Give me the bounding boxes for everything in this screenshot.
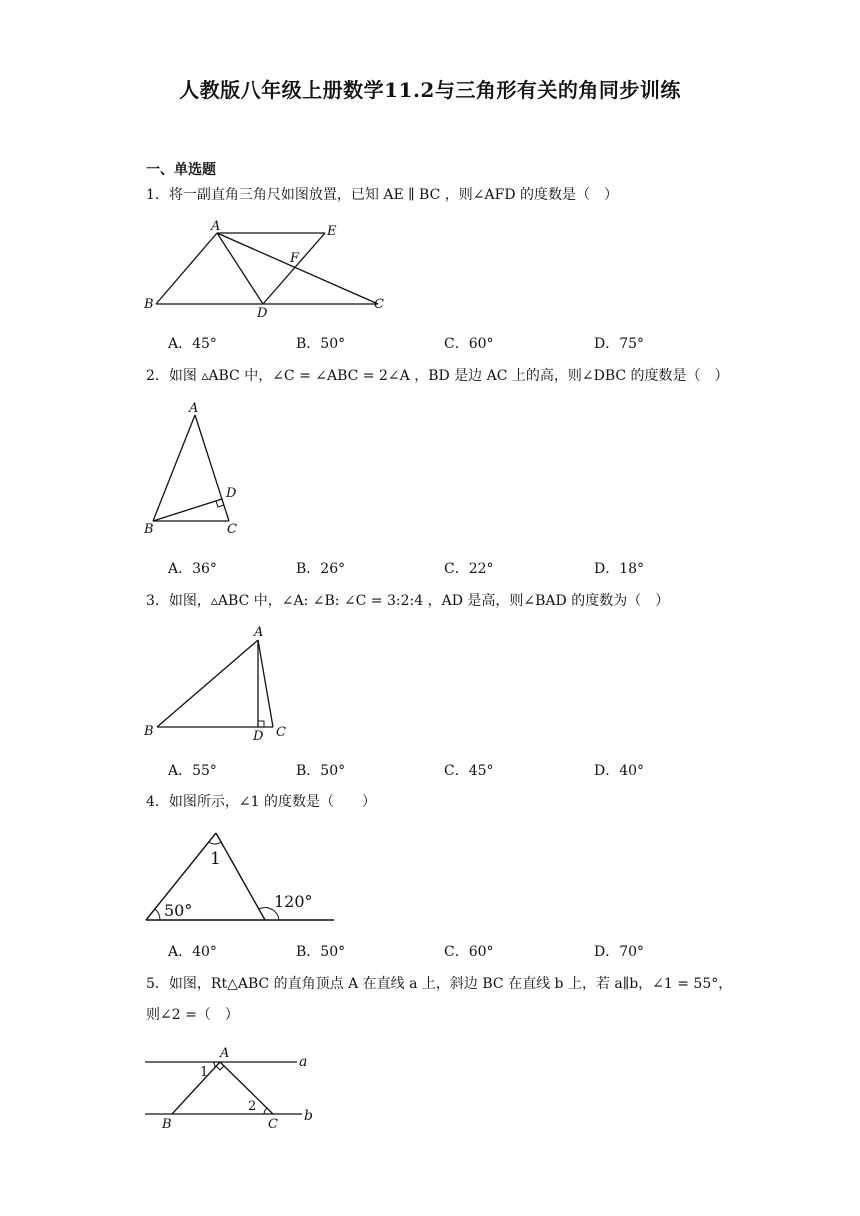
line-a-label: a bbox=[299, 1054, 308, 1070]
question-1-stem: 1．将一副直角三角尺如图放置，已知 AE ∥ BC ，则∠AFD 的度数是（ ） bbox=[146, 187, 618, 203]
q1-option-b[interactable]: B．50° bbox=[296, 336, 346, 352]
label-A: A bbox=[189, 401, 199, 416]
page-title: 人教版八年级上册数学11.2与三角形有关的角同步训练 bbox=[179, 78, 681, 102]
question-2-stem: 2．如图 ▵ABC 中，∠C = ∠ABC = 2∠A ，BD 是边 AC 上的高，则∠DBC 的度数是（ ） bbox=[146, 368, 729, 384]
label-C: C bbox=[227, 522, 237, 537]
question-4-figure bbox=[140, 826, 340, 926]
q1-option-c[interactable]: C．60° bbox=[444, 336, 494, 352]
question-2-figure bbox=[140, 400, 250, 540]
q2-option-d[interactable]: D．18° bbox=[594, 561, 645, 577]
label-B: B bbox=[144, 724, 154, 739]
label-D: D bbox=[226, 486, 237, 501]
label-D: D bbox=[257, 306, 268, 321]
question-3-figure bbox=[140, 622, 300, 746]
q3-option-a[interactable]: A．55° bbox=[168, 763, 217, 779]
angle-2-label: 2 bbox=[248, 1099, 257, 1114]
label-A: A bbox=[220, 1046, 230, 1061]
q4-option-b[interactable]: B．50° bbox=[296, 944, 346, 960]
q1-option-d[interactable]: D．75° bbox=[594, 336, 645, 352]
angle-1-label: 1 bbox=[200, 1065, 209, 1080]
q3-option-d[interactable]: D．40° bbox=[594, 763, 645, 779]
angle-50-label: 50° bbox=[164, 901, 193, 920]
question-1-figure bbox=[140, 218, 390, 322]
label-B: B bbox=[144, 297, 154, 312]
q4-option-c[interactable]: C．60° bbox=[444, 944, 494, 960]
question-5-stem: 5．如图，Rt△ABC 的直角顶点 A 在直线 a 上，斜边 BC 在直线 b 上，若 a∥b，∠1 = 55°， bbox=[146, 976, 733, 992]
question-3-stem: 3．如图，▵ABC 中，∠A: ∠B: ∠C = 3:2:4 ，AD 是高，则∠BAD 的度数为（ ） bbox=[146, 593, 670, 609]
q3-option-b[interactable]: B．50° bbox=[296, 763, 346, 779]
label-E: E bbox=[327, 224, 337, 239]
q3-option-c[interactable]: C．45° bbox=[444, 763, 494, 779]
label-A: A bbox=[254, 625, 264, 640]
q2-option-b[interactable]: B．26° bbox=[296, 561, 346, 577]
line-b-label: b bbox=[304, 1108, 313, 1124]
question-5-figure bbox=[140, 1042, 320, 1134]
question-5-stem-continued: 则∠2 =（ ） bbox=[146, 1007, 239, 1023]
q1-option-a[interactable]: A．45° bbox=[168, 336, 217, 352]
q2-option-a[interactable]: A．36° bbox=[168, 561, 217, 577]
label-D: D bbox=[253, 729, 264, 744]
section-heading: 一、单选题 bbox=[146, 162, 216, 178]
angle-1-label: 1 bbox=[210, 849, 221, 869]
question-4-stem: 4．如图所示，∠1 的度数是（ ） bbox=[146, 794, 376, 810]
label-F: F bbox=[290, 251, 300, 266]
label-C: C bbox=[268, 1117, 278, 1132]
q4-option-d[interactable]: D．70° bbox=[594, 944, 645, 960]
q4-option-a[interactable]: A．40° bbox=[168, 944, 217, 960]
label-A: A bbox=[211, 219, 221, 234]
angle-120-label: 120° bbox=[274, 892, 313, 911]
q2-option-c[interactable]: C．22° bbox=[444, 561, 494, 577]
label-C: C bbox=[276, 725, 286, 740]
label-C: C bbox=[374, 297, 384, 312]
label-B: B bbox=[144, 522, 154, 537]
label-B: B bbox=[162, 1117, 172, 1132]
